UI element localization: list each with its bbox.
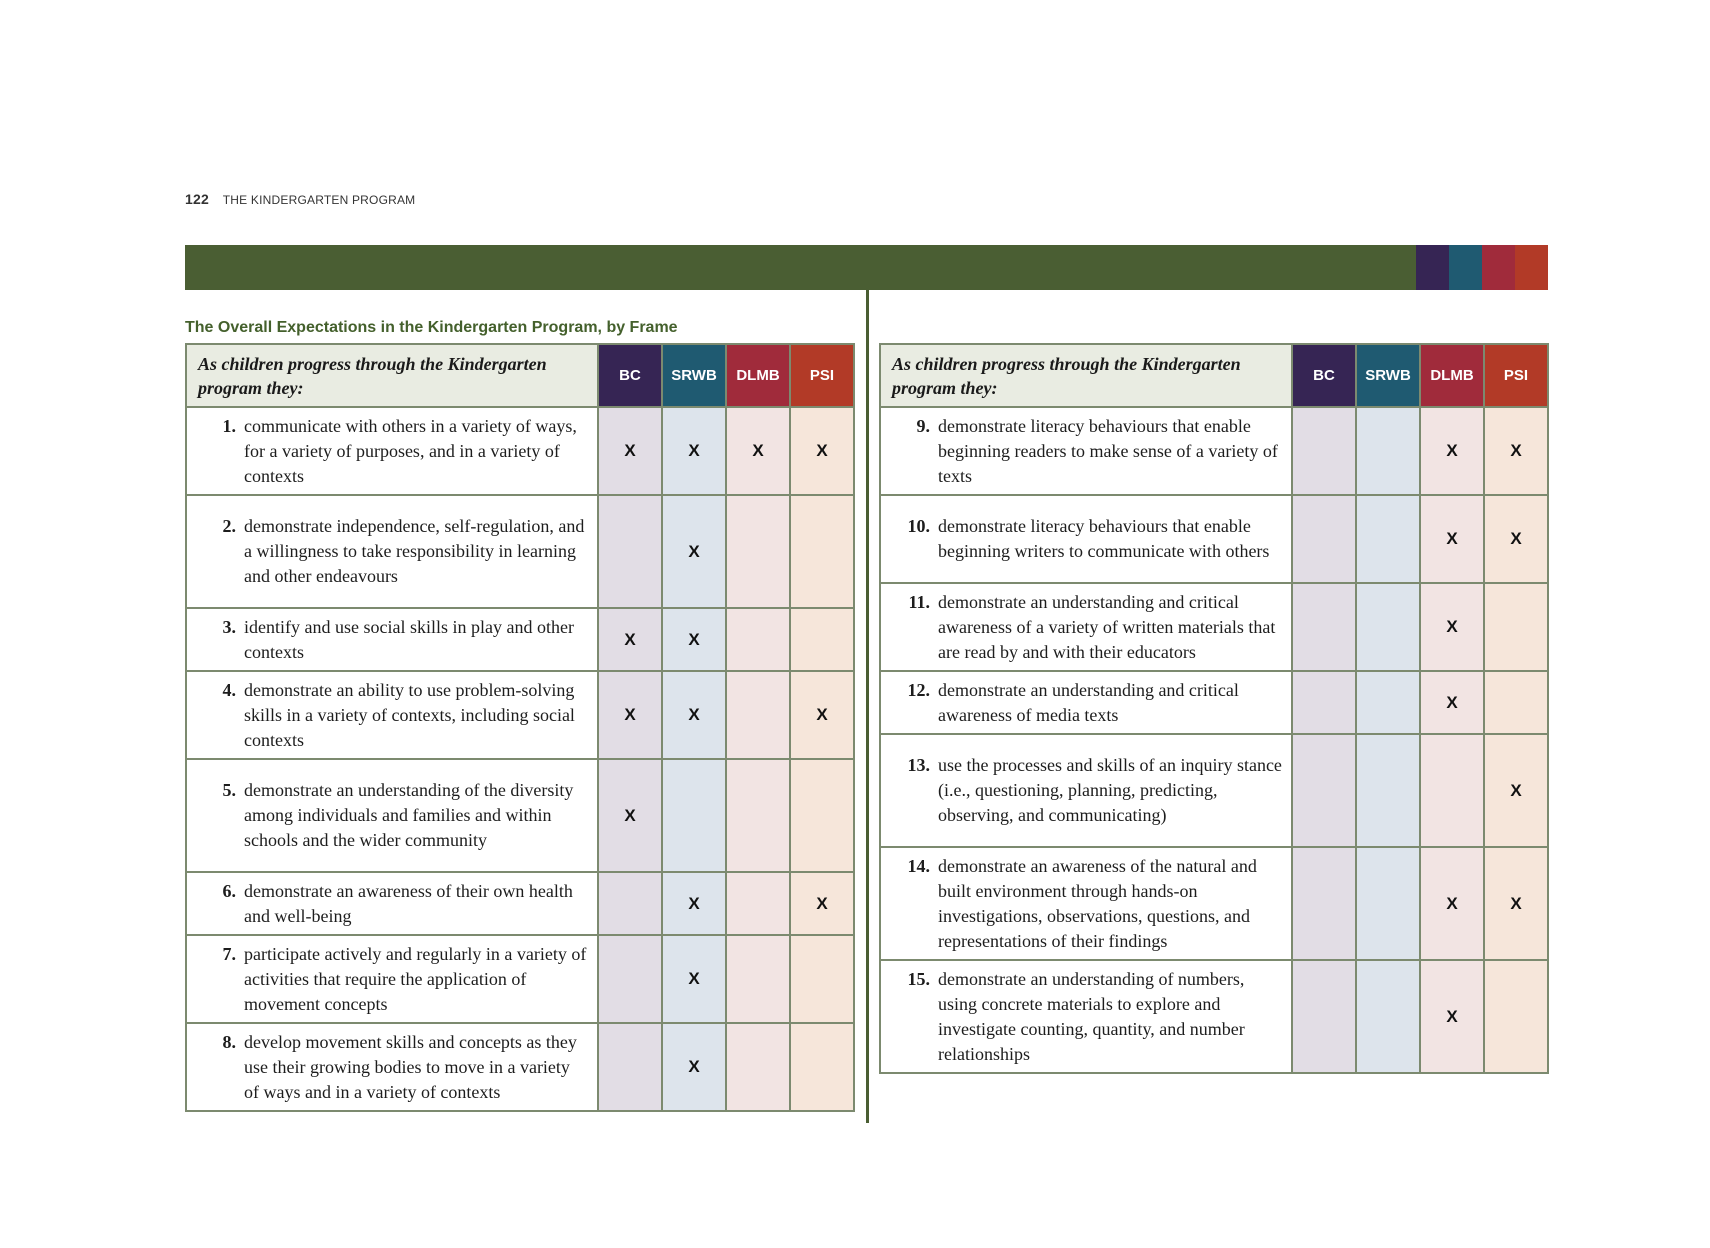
frame-psi-mark: X xyxy=(1484,847,1548,960)
table-intro: As children progress through the Kindergarten program they: xyxy=(186,344,598,407)
table-row xyxy=(186,872,854,935)
expectation-text: demonstrate literacy behaviours that enable beginning readers to make sense of a variety of texts xyxy=(938,415,1278,486)
table-row xyxy=(880,671,1548,734)
table-caption: The Overall Expectations in the Kindergarten Program, by Frame xyxy=(185,319,678,336)
expectation-cell xyxy=(880,495,1292,583)
frame-srwb-mark: X xyxy=(662,1023,726,1111)
frame-srwb-mark: X xyxy=(662,872,726,935)
frame-psi-mark xyxy=(1484,583,1548,671)
expectation-number: 14. xyxy=(907,855,930,876)
column-divider xyxy=(866,290,869,1123)
expectation-cell xyxy=(880,847,1292,960)
frame-psi-mark: X xyxy=(1484,407,1548,495)
frame-dlmb-mark xyxy=(726,671,790,759)
frame-psi-mark: X xyxy=(790,872,854,935)
expectation-number: 2. xyxy=(222,516,236,536)
table-row xyxy=(880,847,1548,960)
frame-dlmb-mark: X xyxy=(1420,407,1484,495)
running-title: THE KINDERGARTEN PROGRAM xyxy=(222,193,416,207)
table-row xyxy=(186,671,854,759)
frame-psi-mark xyxy=(1484,671,1548,734)
expectation-cell xyxy=(880,734,1292,847)
expectation-text: demonstrate independence, self-regulation, and a willingness to take responsibility in learning and other endeavours xyxy=(244,516,585,586)
frame-bc-mark xyxy=(598,935,662,1023)
frame-psi-mark xyxy=(790,935,854,1023)
expectation-cell xyxy=(186,759,598,872)
frame-srwb-mark: X xyxy=(662,935,726,1023)
frame-psi-mark xyxy=(1484,960,1548,1073)
expectation-text: use the processes and skills of an inquiry stance (i.e., questioning, planning, predicting, observing, and communicating) xyxy=(938,755,1282,825)
expectation-number: 3. xyxy=(222,616,236,637)
expectation-number: 8. xyxy=(222,1031,236,1052)
frame-psi-mark xyxy=(790,495,854,608)
color-banner xyxy=(185,245,1548,290)
table-row xyxy=(880,583,1548,671)
frame-psi-mark: X xyxy=(790,407,854,495)
expectation-text: demonstrate an understanding and critical awareness of media texts xyxy=(938,679,1239,725)
expectation-number: 12. xyxy=(907,679,930,700)
frame-bc-mark xyxy=(1292,847,1356,960)
page-number: 122 xyxy=(185,191,209,207)
expectation-text: demonstrate an awareness of their own health and well-being xyxy=(244,880,573,926)
frame-bc-mark xyxy=(598,495,662,608)
frame-psi-header: PSI xyxy=(790,344,854,407)
expectation-cell xyxy=(186,872,598,935)
frame-srwb-header: SRWB xyxy=(1356,344,1420,407)
frame-srwb-mark xyxy=(1356,495,1420,583)
frame-dlmb-mark: X xyxy=(1420,847,1484,960)
frame-dlmb-mark xyxy=(726,1023,790,1111)
expectation-number: 10. xyxy=(907,516,930,536)
frame-bc-mark xyxy=(1292,495,1356,583)
frame-srwb-header: SRWB xyxy=(662,344,726,407)
expectation-text: demonstrate literacy behaviours that enable beginning writers to communicate with others xyxy=(938,516,1270,561)
frame-psi-mark: X xyxy=(790,671,854,759)
banner-swatch-srwb xyxy=(1449,245,1482,290)
frame-dlmb-mark xyxy=(726,935,790,1023)
expectation-number: 6. xyxy=(222,880,236,901)
frame-dlmb-mark: X xyxy=(1420,671,1484,734)
frame-dlmb-mark: X xyxy=(1420,583,1484,671)
table-row xyxy=(880,960,1548,1073)
table-row xyxy=(880,495,1548,583)
expectation-number: 5. xyxy=(222,780,236,800)
frame-bc-mark xyxy=(1292,734,1356,847)
table-row xyxy=(880,407,1548,495)
table-row xyxy=(186,407,854,495)
frame-psi-header: PSI xyxy=(1484,344,1548,407)
table-row xyxy=(186,1023,854,1111)
expectation-cell xyxy=(186,671,598,759)
expectation-cell xyxy=(186,608,598,671)
frame-bc-mark xyxy=(1292,583,1356,671)
table-row xyxy=(186,608,854,671)
expectation-text: demonstrate an understanding of the diversity among individuals and families and within schools and the wider community xyxy=(244,780,574,850)
frame-srwb-mark xyxy=(1356,960,1420,1073)
frame-dlmb-mark xyxy=(1420,734,1484,847)
frame-bc-mark xyxy=(1292,407,1356,495)
frame-bc-mark: X xyxy=(598,407,662,495)
expectation-number: 13. xyxy=(907,755,930,775)
frame-dlmb-header: DLMB xyxy=(1420,344,1484,407)
expectation-cell xyxy=(186,935,598,1023)
table-row xyxy=(880,734,1548,847)
frame-dlmb-header: DLMB xyxy=(726,344,790,407)
frame-dlmb-mark xyxy=(726,495,790,608)
frame-srwb-mark: X xyxy=(662,495,726,608)
frame-srwb-mark xyxy=(1356,407,1420,495)
frame-srwb-mark xyxy=(1356,583,1420,671)
frame-srwb-mark xyxy=(1356,671,1420,734)
frame-bc-mark xyxy=(1292,671,1356,734)
frame-bc-mark xyxy=(598,1023,662,1111)
expectation-text: communicate with others in a variety of ways, for a variety of purposes, and in a variety of contexts xyxy=(244,415,577,486)
expectation-cell xyxy=(880,671,1292,734)
expectation-cell xyxy=(186,495,598,608)
frame-srwb-mark xyxy=(662,759,726,872)
banner-green-band xyxy=(185,245,1416,290)
expectation-text: demonstrate an ability to use problem-solving skills in a variety of contexts, including social contexts xyxy=(244,679,575,750)
frame-bc-mark xyxy=(1292,960,1356,1073)
frame-psi-mark xyxy=(790,759,854,872)
expectation-number: 1. xyxy=(222,415,236,436)
expectation-text: demonstrate an awareness of the natural and built environment through hands-on investigations, observations, questions, and representations of their findings xyxy=(938,855,1257,951)
expectation-text: demonstrate an understanding and critical awareness of a variety of written materials that are read by and with their educators xyxy=(938,591,1276,662)
banner-swatch-psi xyxy=(1515,245,1548,290)
expectation-text: develop movement skills and concepts as they use their growing bodies to move in a variety of ways and in a variety of contexts xyxy=(244,1031,577,1102)
expectation-cell xyxy=(880,583,1292,671)
frame-bc-header: BC xyxy=(1292,344,1356,407)
expectation-text: demonstrate an understanding of numbers, using concrete materials to explore and investigate counting, quantity, and number relationships xyxy=(938,968,1245,1064)
expectation-text: identify and use social skills in play and other contexts xyxy=(244,616,574,662)
expectation-cell xyxy=(880,960,1292,1073)
frame-dlmb-mark xyxy=(726,872,790,935)
frame-srwb-mark: X xyxy=(662,671,726,759)
table-intro: As children progress through the Kindergarten program they: xyxy=(880,344,1292,407)
frame-bc-mark: X xyxy=(598,608,662,671)
frame-bc-header: BC xyxy=(598,344,662,407)
expectation-number: 11. xyxy=(908,591,930,612)
frame-dlmb-mark: X xyxy=(1420,960,1484,1073)
expectation-cell xyxy=(186,1023,598,1111)
table-row xyxy=(186,495,854,608)
expectations-table-left xyxy=(185,343,855,1112)
frame-psi-mark: X xyxy=(1484,495,1548,583)
expectation-cell xyxy=(186,407,598,495)
frame-srwb-mark xyxy=(1356,734,1420,847)
frame-dlmb-mark: X xyxy=(726,407,790,495)
frame-dlmb-mark: X xyxy=(1420,495,1484,583)
table-row xyxy=(186,935,854,1023)
frame-dlmb-mark xyxy=(726,608,790,671)
frame-dlmb-mark xyxy=(726,759,790,872)
frame-psi-mark xyxy=(790,608,854,671)
expectation-text: participate actively and regularly in a variety of activities that require the application of movement concepts xyxy=(244,943,587,1014)
expectation-number: 7. xyxy=(222,943,236,964)
frame-psi-mark xyxy=(790,1023,854,1111)
expectation-number: 9. xyxy=(916,415,930,436)
expectation-cell xyxy=(880,407,1292,495)
frame-bc-mark: X xyxy=(598,671,662,759)
expectations-table-right xyxy=(879,343,1549,1074)
frame-srwb-mark: X xyxy=(662,407,726,495)
frame-bc-mark xyxy=(598,872,662,935)
banner-swatch-dlmb xyxy=(1482,245,1515,290)
expectation-number: 15. xyxy=(907,968,930,989)
expectation-number: 4. xyxy=(222,679,236,700)
frame-bc-mark: X xyxy=(598,759,662,872)
table-row xyxy=(186,759,854,872)
frame-srwb-mark: X xyxy=(662,608,726,671)
running-head xyxy=(185,191,415,207)
frame-srwb-mark xyxy=(1356,847,1420,960)
frame-psi-mark: X xyxy=(1484,734,1548,847)
banner-swatch-bc xyxy=(1416,245,1449,290)
